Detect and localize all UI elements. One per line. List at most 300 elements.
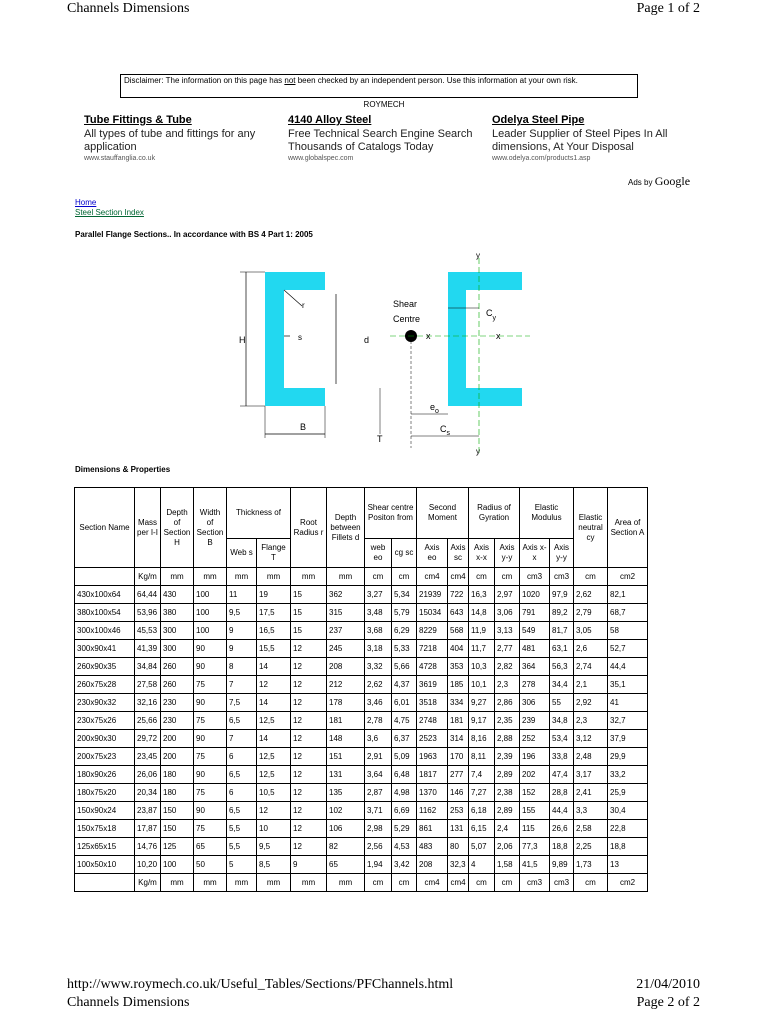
table-cell: 7 [227, 730, 257, 748]
table-cell: 791 [520, 604, 550, 622]
subheader-axis-yy: Axis y-y [495, 539, 520, 568]
table-cell: 7,5 [227, 694, 257, 712]
table-row [75, 856, 648, 874]
label-h: H [239, 335, 246, 345]
table-row [75, 712, 648, 730]
footer-date: 21/04/2010 [636, 977, 700, 992]
table-cell: 30,4 [608, 802, 648, 820]
table-cell: 2523 [417, 730, 448, 748]
footer-url[interactable]: http://www.roymech.co.uk/Useful_Tables/Sections/PFChannels.html [67, 977, 454, 992]
table-cell: 11,9 [469, 622, 495, 640]
header-mass: Mass per I-I [135, 488, 161, 568]
steel-section-index-link[interactable]: Steel Section Index [75, 208, 144, 217]
units-cell: cm [392, 568, 417, 586]
table-cell: 12,5 [257, 712, 291, 730]
table-cell: 14 [257, 694, 291, 712]
table-cell: 146 [448, 784, 469, 802]
table-cell: 9 [227, 640, 257, 658]
ad-title[interactable]: 4140 Alloy Steel [288, 114, 372, 126]
header-elastic-neutral: Elastic neutral cy [574, 488, 608, 568]
table-cell: 12 [291, 766, 327, 784]
ad-title[interactable]: Tube Fittings & Tube [84, 114, 192, 126]
table-cell: 306 [520, 694, 550, 712]
table-cell: 100 [194, 604, 227, 622]
table-cell: 2748 [417, 712, 448, 730]
label-cs-sub: s [446, 430, 450, 437]
table-header-row [75, 488, 648, 539]
table-cell: 47,4 [550, 766, 574, 784]
table-cell: 89,2 [550, 604, 574, 622]
units-cell: cm [392, 874, 417, 892]
units-cell: mm [257, 874, 291, 892]
table-row [75, 784, 648, 802]
table-row [75, 802, 648, 820]
label-eo-sub: o [435, 408, 439, 415]
table-cell: 6,5 [227, 802, 257, 820]
table-cell: 10,5 [257, 784, 291, 802]
table-cell: 3,46 [365, 694, 392, 712]
units-cell: cm [574, 568, 608, 586]
table-cell: 9 [291, 856, 327, 874]
table-cell: 861 [417, 820, 448, 838]
table-cell: 2,06 [495, 838, 520, 856]
table-cell: 12 [291, 676, 327, 694]
table-cell: 7 [227, 676, 257, 694]
table-cell: 5,5 [227, 838, 257, 856]
table-cell: 2,92 [574, 694, 608, 712]
table-cell: 185 [448, 676, 469, 694]
section-name-cell: 260x90x35 [75, 658, 135, 676]
table-row [75, 730, 648, 748]
label-s: s [298, 333, 302, 342]
table-cell: 155 [520, 802, 550, 820]
table-cell: 170 [448, 748, 469, 766]
table-cell: 53,4 [550, 730, 574, 748]
disclaimer-after: been checked by an independent person. Use this information at your own risk. [295, 76, 578, 85]
table-cell: 5,29 [392, 820, 417, 838]
label-y-bottom: y [476, 447, 480, 456]
ad-tube-fittings[interactable] [84, 114, 284, 162]
table-cell: 17,5 [257, 604, 291, 622]
table-cell: 8229 [417, 622, 448, 640]
label-cs [440, 424, 451, 437]
table-cell: 12 [291, 784, 327, 802]
table-cell: 3,64 [365, 766, 392, 784]
table-cell: 3,17 [574, 766, 608, 784]
label-cy-main: C [486, 308, 493, 318]
table-cell: 230 [161, 712, 194, 730]
table-cell: 353 [448, 658, 469, 676]
ad-body: Free Technical Search Engine Search Thousands of Catalogs Today [288, 128, 473, 153]
table-cell: 6,69 [392, 802, 417, 820]
table-cell: 2,74 [574, 658, 608, 676]
table-cell: 32,16 [135, 694, 161, 712]
table-cell: 8,16 [469, 730, 495, 748]
table-cell: 14 [257, 658, 291, 676]
section-name-cell: 200x75x23 [75, 748, 135, 766]
section-heading: Parallel Flange Sections.. In accordance with BS 4 Part 1: 2005 [75, 230, 313, 239]
table-row [75, 694, 648, 712]
units-cell: cm3 [550, 874, 574, 892]
table-cell: 5,34 [392, 586, 417, 604]
table-cell: 41 [608, 694, 648, 712]
table-cell: 34,4 [550, 676, 574, 694]
disclaimer-box [120, 74, 638, 98]
table-cell: 5,07 [469, 838, 495, 856]
page-footer-left [67, 976, 453, 1012]
table-cell: 1,73 [574, 856, 608, 874]
table-cell: 180 [161, 784, 194, 802]
units-cell: cm [365, 874, 392, 892]
section-name-cell: 150x75x18 [75, 820, 135, 838]
section-name-cell: 300x90x41 [75, 640, 135, 658]
table-cell: 643 [448, 604, 469, 622]
table-cell: 1,58 [495, 856, 520, 874]
ad-steel-pipe[interactable] [492, 114, 692, 162]
table-cell: 4,37 [392, 676, 417, 694]
table-cell: 2,82 [495, 658, 520, 676]
ad-url[interactable]: www.globalspec.com [288, 155, 354, 162]
table-cell: 18,8 [550, 838, 574, 856]
table-cell: 25,9 [608, 784, 648, 802]
table-cell: 75 [194, 712, 227, 730]
subheader-cg-sc: cg sc [392, 539, 417, 568]
table-cell: 10,20 [135, 856, 161, 874]
header-depth: Depth of Section H [161, 488, 194, 568]
table-cell: 37,9 [608, 730, 648, 748]
ad-url[interactable]: www.stauffanglia.co.uk [84, 155, 156, 162]
table-cell: 200 [161, 748, 194, 766]
site-name: ROYMECH [363, 100, 405, 109]
left-channel-shape [265, 272, 325, 406]
table-cell: 125 [161, 838, 194, 856]
units-cell: cm [495, 874, 520, 892]
table-cell: 15 [291, 622, 327, 640]
table-cell: 4 [469, 856, 495, 874]
table-cell: 131 [327, 766, 365, 784]
units-cell: cm [469, 568, 495, 586]
table-cell: 100 [194, 622, 227, 640]
table-cell: 25,66 [135, 712, 161, 730]
table-cell: 12,5 [257, 766, 291, 784]
table-cell: 2,79 [574, 604, 608, 622]
table-cell: 2,58 [574, 820, 608, 838]
table-cell: 2,1 [574, 676, 608, 694]
table-cell: 53,96 [135, 604, 161, 622]
table-cell: 17,87 [135, 820, 161, 838]
disclaimer-before: Disclaimer: The information on this page has [124, 76, 285, 85]
table-cell: 10 [257, 820, 291, 838]
table-cell: 12 [291, 820, 327, 838]
section-name-cell: 125x65x15 [75, 838, 135, 856]
table-cell: 3,48 [365, 604, 392, 622]
table-cell: 82,1 [608, 586, 648, 604]
table-cell: 3518 [417, 694, 448, 712]
table-cell: 7218 [417, 640, 448, 658]
table-cell: 208 [417, 856, 448, 874]
section-name-cell: 180x75x20 [75, 784, 135, 802]
table-row [75, 838, 648, 856]
table-cell: 65 [327, 856, 365, 874]
table-row [75, 820, 648, 838]
table-cell: 2,4 [495, 820, 520, 838]
table-cell: 1,94 [365, 856, 392, 874]
table-cell: 2,87 [365, 784, 392, 802]
ads-by-google[interactable] [628, 174, 690, 189]
table-cell: 245 [327, 640, 365, 658]
table-cell: 56,3 [550, 658, 574, 676]
table-cell: 2,3 [574, 712, 608, 730]
units-cell: mm [161, 874, 194, 892]
units-cell: cm [495, 568, 520, 586]
section-name-cell: 380x100x54 [75, 604, 135, 622]
table-cell: 4,75 [392, 712, 417, 730]
table-cell: 11 [227, 586, 257, 604]
table-cell: 15 [291, 586, 327, 604]
table-cell: 2,91 [365, 748, 392, 766]
section-name-cell: 100x50x10 [75, 856, 135, 874]
google-logo: Google [654, 174, 691, 188]
table-body [75, 586, 648, 874]
table-cell: 14 [257, 730, 291, 748]
table-cell: 6,01 [392, 694, 417, 712]
table-cell: 8,5 [257, 856, 291, 874]
ad-alloy-steel[interactable] [288, 114, 488, 162]
table-cell: 58 [608, 622, 648, 640]
table-cell: 106 [327, 820, 365, 838]
table-cell: 6,5 [227, 712, 257, 730]
table-cell: 148 [327, 730, 365, 748]
table-cell: 334 [448, 694, 469, 712]
table-cell: 33,2 [608, 766, 648, 784]
table-cell: 481 [520, 640, 550, 658]
subheader-axis-xx: Axis x-x [520, 539, 550, 568]
table-cell: 2,78 [365, 712, 392, 730]
disclaimer-not: not [284, 76, 296, 85]
table-cell: 315 [327, 604, 365, 622]
table-cell: 100 [161, 856, 194, 874]
table-cell: 32,7 [608, 712, 648, 730]
table-cell: 2,41 [574, 784, 608, 802]
table-cell: 12 [291, 694, 327, 712]
table-units-row-top [75, 568, 648, 586]
table-cell: 2,48 [574, 748, 608, 766]
table-cell: 181 [448, 712, 469, 730]
units-cell: cm2 [608, 874, 648, 892]
subheader-axis-eo: Axis eo [417, 539, 448, 568]
dimensions-table [74, 487, 648, 892]
table-cell: 2,86 [495, 694, 520, 712]
table-cell: 12 [291, 640, 327, 658]
table-cell: 12 [291, 838, 327, 856]
page-footer-right [636, 976, 700, 1012]
units-cell: mm [227, 568, 257, 586]
table-cell: 18,8 [608, 838, 648, 856]
label-eo-main: e [430, 402, 436, 412]
table-cell: 2,56 [365, 838, 392, 856]
table-cell: 14,76 [135, 838, 161, 856]
table-cell: 9,17 [469, 712, 495, 730]
subheader-web: Web s [227, 539, 257, 568]
table-cell: 11,7 [469, 640, 495, 658]
table-cell: 41,39 [135, 640, 161, 658]
table-cell: 34,84 [135, 658, 161, 676]
label-x2: x [496, 331, 501, 341]
table-cell: 90 [194, 766, 227, 784]
units-cell: cm4 [417, 874, 448, 892]
table-cell: 3,18 [365, 640, 392, 658]
home-link[interactable]: Home [75, 198, 97, 207]
table-cell: 4,98 [392, 784, 417, 802]
table-cell: 29,72 [135, 730, 161, 748]
table-cell: 16,3 [469, 586, 495, 604]
table-cell: 7,27 [469, 784, 495, 802]
table-cell: 135 [327, 784, 365, 802]
table-cell: 3,05 [574, 622, 608, 640]
table-cell: 90 [194, 802, 227, 820]
table-cell: 3,27 [365, 586, 392, 604]
table-cell: 549 [520, 622, 550, 640]
table-cell: 5,5 [227, 820, 257, 838]
table-cell: 2,3 [495, 676, 520, 694]
units-cell: mm [291, 874, 327, 892]
units-cell: cm2 [608, 568, 648, 586]
table-cell: 1370 [417, 784, 448, 802]
units-cell: cm3 [520, 874, 550, 892]
table-cell: 90 [194, 694, 227, 712]
table-cell: 9,89 [550, 856, 574, 874]
table-cell: 90 [194, 730, 227, 748]
table-cell: 44,4 [608, 658, 648, 676]
table-cell: 314 [448, 730, 469, 748]
units-cell: cm4 [417, 568, 448, 586]
table-cell: 20,34 [135, 784, 161, 802]
table-cell: 131 [448, 820, 469, 838]
table-cell: 6 [227, 748, 257, 766]
table-row [75, 676, 648, 694]
table-cell: 277 [448, 766, 469, 784]
table-cell: 362 [327, 586, 365, 604]
page-header-number: Page 1 of 2 [636, 1, 700, 16]
units-cell: cm4 [448, 568, 469, 586]
table-cell: 1162 [417, 802, 448, 820]
table-cell: 90 [194, 658, 227, 676]
ad-title[interactable]: Odelya Steel Pipe [492, 114, 585, 126]
ad-body: Leader Supplier of Steel Pipes In All dimensions, At Your Disposal [492, 128, 668, 153]
table-cell: 68,7 [608, 604, 648, 622]
table-cell: 35,1 [608, 676, 648, 694]
table-cell: 150 [161, 802, 194, 820]
table-cell: 75 [194, 676, 227, 694]
table-cell: 3619 [417, 676, 448, 694]
units-cell: mm [194, 568, 227, 586]
ad-url[interactable]: www.odelya.com/products1.asp [492, 155, 591, 162]
table-cell: 4,53 [392, 838, 417, 856]
table-cell: 200 [161, 730, 194, 748]
table-cell: 1817 [417, 766, 448, 784]
page-header-title: Channels Dimensions [67, 1, 190, 16]
table-row [75, 640, 648, 658]
table-cell: 483 [417, 838, 448, 856]
table-cell: 2,77 [495, 640, 520, 658]
table-cell: 2,25 [574, 838, 608, 856]
table-cell: 16,5 [257, 622, 291, 640]
units-cell [75, 568, 135, 586]
table-cell: 65 [194, 838, 227, 856]
table-cell: 237 [327, 622, 365, 640]
section-name-cell: 300x100x46 [75, 622, 135, 640]
table-row [75, 622, 648, 640]
units-cell: mm [161, 568, 194, 586]
table-cell: 380 [161, 604, 194, 622]
subheader-web-eo: web eo [365, 539, 392, 568]
table-cell: 568 [448, 622, 469, 640]
table-cell: 41,5 [520, 856, 550, 874]
units-cell: mm [194, 874, 227, 892]
section-name-cell: 180x90x26 [75, 766, 135, 784]
table-cell: 430 [161, 586, 194, 604]
table-cell: 52,7 [608, 640, 648, 658]
table-cell: 2,89 [495, 766, 520, 784]
subheader-axis-sc: Axis sc [448, 539, 469, 568]
table-cell: 19 [257, 586, 291, 604]
table-cell: 22,8 [608, 820, 648, 838]
table-cell: 202 [520, 766, 550, 784]
header-thickness: Thickness of [227, 488, 291, 539]
table-heading: Dimensions & Properties [75, 465, 171, 474]
table-cell: 6,48 [392, 766, 417, 784]
table-cell: 253 [448, 802, 469, 820]
table-cell: 80 [448, 838, 469, 856]
label-r: r [302, 301, 305, 310]
table-cell: 12 [257, 676, 291, 694]
ads-by-prefix: Ads by [628, 178, 655, 187]
table-cell: 208 [327, 658, 365, 676]
table-cell: 2,97 [495, 586, 520, 604]
header-radius-gyration: Radius of Gyration [469, 488, 520, 539]
table-cell: 2,38 [495, 784, 520, 802]
table-cell: 8 [227, 658, 257, 676]
table-cell: 6,29 [392, 622, 417, 640]
table-cell: 44,4 [550, 802, 574, 820]
table-cell: 81,7 [550, 622, 574, 640]
table-cell: 2,62 [574, 586, 608, 604]
table-cell: 5,79 [392, 604, 417, 622]
table-cell: 4728 [417, 658, 448, 676]
table-cell: 15,5 [257, 640, 291, 658]
table-cell: 100 [194, 586, 227, 604]
table-cell: 64,44 [135, 586, 161, 604]
table-cell: 50 [194, 856, 227, 874]
table-cell: 3,12 [574, 730, 608, 748]
table-cell: 3,06 [495, 604, 520, 622]
table-cell: 1020 [520, 586, 550, 604]
table-cell: 260 [161, 658, 194, 676]
table-cell: 5 [227, 856, 257, 874]
table-cell: 3,32 [365, 658, 392, 676]
label-cy-sub: y [492, 315, 496, 322]
header-shear-centre: Shear centre Positon from [365, 488, 417, 539]
right-channel-shape [448, 272, 522, 406]
label-centre: Centre [393, 314, 421, 324]
table-cell: 82 [327, 838, 365, 856]
table-cell: 97,9 [550, 586, 574, 604]
table-cell: 5,66 [392, 658, 417, 676]
table-cell: 10,3 [469, 658, 495, 676]
table-cell: 2,98 [365, 820, 392, 838]
table-cell: 3,71 [365, 802, 392, 820]
table-cell: 27,58 [135, 676, 161, 694]
